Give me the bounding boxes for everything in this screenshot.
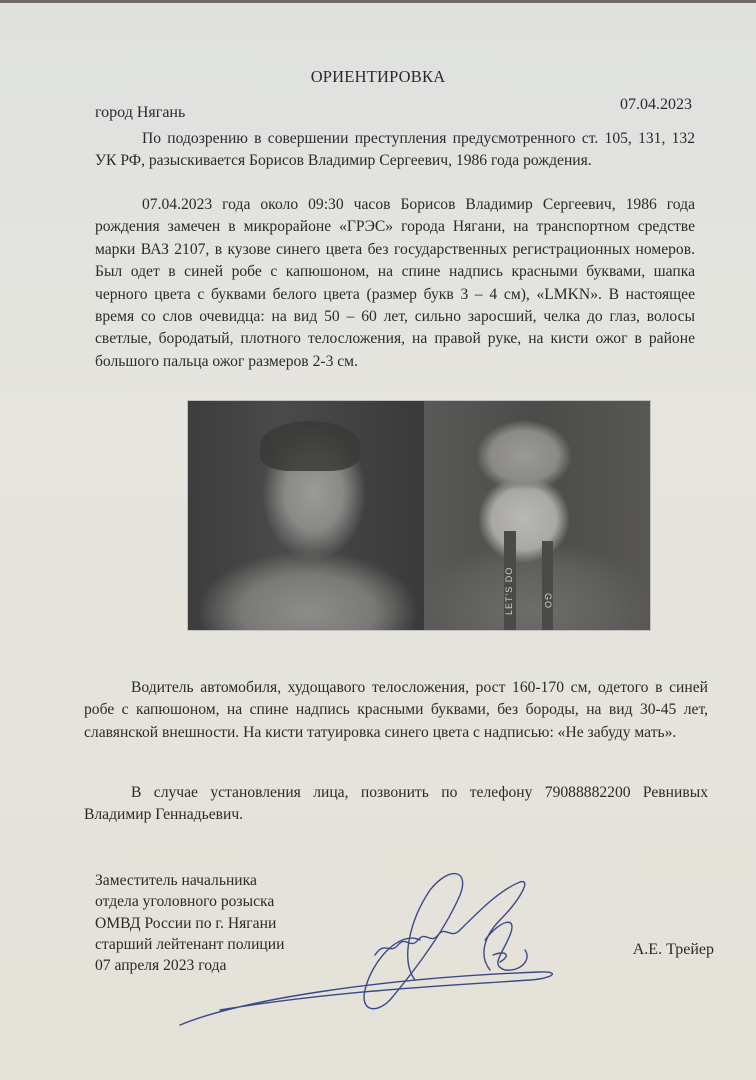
photo-top-edge <box>0 0 756 3</box>
signatory-name: А.Е. Трейер <box>632 941 714 958</box>
suspect-photos <box>188 401 650 630</box>
paragraph-contact: В случае установления лица, позвонить по телефону 79088882200 Ревнивых Владимир Геннадьевич. <box>84 784 708 824</box>
signatory-line: Заместитель начальника <box>95 872 257 889</box>
signatory-line: 07 апреля 2023 года <box>95 957 227 975</box>
paragraph-suspicion: По подозрению в совершении преступления предусмотренного ст. 105, 131, 132 УК РФ, разыскивается Борисов Владимир Сергеевич, 1986 года рождения. <box>95 130 695 170</box>
signatory-line: ОМВД России по г. Нягани <box>95 914 277 932</box>
document-title: ОРИЕНТИРОВКА <box>310 67 446 86</box>
signatory-line: отдела уголовного розыска <box>95 893 275 911</box>
hoodie-strap-text: GO <box>542 541 553 630</box>
paragraph-driver: Водитель автомобиля, худощавого телосложения, рост 160-170 см, одетого в синей робе с капюшоном, на спине надпись красными буквами, без бороды, на вид 30-45 лет, славянской внешности. На кисти татуировка синего цвета с надписью: «Не забуду мать». <box>84 679 708 741</box>
handwritten-signature <box>160 860 570 1040</box>
paragraph-sighting: 07.04.2023 года около 09:30 часов Борисов Владимир Сергеевич, 1986 года рождения замечен в микрорайоне «ГРЭС» города Нягани, на транспортном средстве марки ВАЗ 2107, в кузове синего цвета без государственных регистрационных номеров. Был одет в синей робе с капюшоном, на спине надпись красными буквами, шапка черного цвета с буквами белого цвета (размер букв 3 – 4 см), «LMKN». В настоящее время со слов очевидца: на вид 50 – 60 лет, сильно заросший, челка до глаз, волосы светлые, бородатый, плотного телосложения, на правой руке, на кисти ожог в районе большого пальца ожог размеров 2-3 см. <box>95 196 695 370</box>
suspect-photo-right <box>424 401 650 630</box>
photo-hair-shape <box>260 421 360 471</box>
city-label: город Нягань <box>95 104 186 121</box>
document-date: 07.04.2023 <box>620 96 692 113</box>
signatory-line: старший лейтенант полиции <box>95 935 285 953</box>
hoodie-strap-text: LET'S DO <box>504 531 516 630</box>
suspect-photo-left <box>188 401 424 630</box>
